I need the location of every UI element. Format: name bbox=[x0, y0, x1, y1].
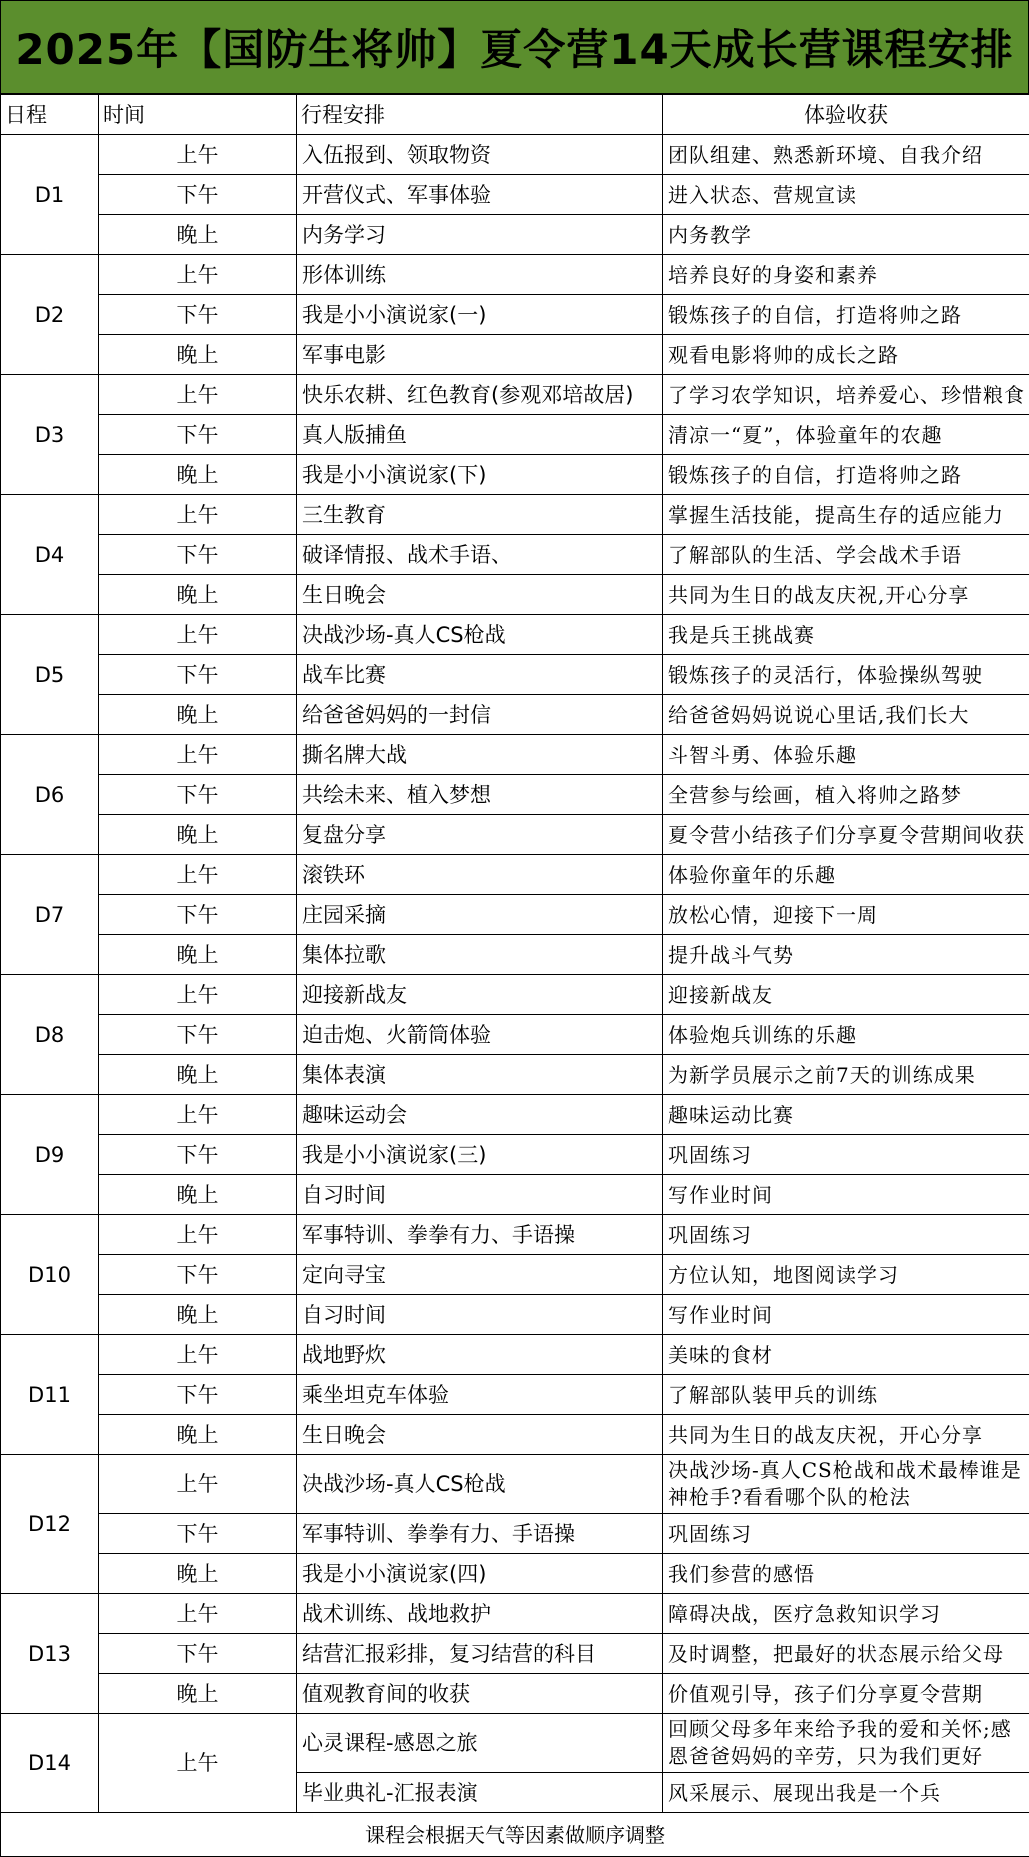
day-cell: D6 bbox=[1, 735, 99, 855]
time-cell: 下午 bbox=[99, 1015, 297, 1055]
time-cell: 上午 bbox=[99, 495, 297, 535]
time-cell: 下午 bbox=[99, 1135, 297, 1175]
time-cell: 上午 bbox=[99, 1335, 297, 1375]
table-row bbox=[1, 1415, 1029, 1455]
table-row bbox=[1, 1335, 1029, 1375]
table-row bbox=[1, 1674, 1029, 1714]
day-cell: D1 bbox=[1, 135, 99, 255]
gain-cell: 障碍决战，医疗急救知识学习 bbox=[663, 1594, 1029, 1634]
gain-cell: 清凉一“夏”，体验童年的农趣 bbox=[663, 415, 1029, 455]
table-row bbox=[1, 695, 1029, 735]
table-row bbox=[1, 1714, 1029, 1773]
activity-cell: 三生教育 bbox=[297, 495, 663, 535]
activity-cell: 决战沙场-真人CS枪战 bbox=[297, 1455, 663, 1514]
time-cell: 晚上 bbox=[99, 1055, 297, 1095]
gain-cell: 写作业时间 bbox=[663, 1295, 1029, 1335]
gain-cell: 巩固练习 bbox=[663, 1135, 1029, 1175]
activity-cell: 集体拉歌 bbox=[297, 935, 663, 975]
table-row bbox=[1, 575, 1029, 615]
activity-cell: 迎接新战友 bbox=[297, 975, 663, 1015]
day-cell: D9 bbox=[1, 1095, 99, 1215]
activity-cell: 生日晚会 bbox=[297, 575, 663, 615]
gain-cell: 掌握生活技能，提高生存的适应能力 bbox=[663, 495, 1029, 535]
gain-cell: 给爸爸妈妈说说心里话,我们长大 bbox=[663, 695, 1029, 735]
activity-cell: 心灵课程-感恩之旅 bbox=[297, 1714, 663, 1773]
time-cell: 晚上 bbox=[99, 455, 297, 495]
table-row bbox=[1, 615, 1029, 655]
activity-cell: 复盘分享 bbox=[297, 815, 663, 855]
activity-cell: 战术训练、战地救护 bbox=[297, 1594, 663, 1634]
table-row bbox=[1, 655, 1029, 695]
activity-cell: 值观教育间的收获 bbox=[297, 1674, 663, 1714]
footer-note: 课程会根据天气等因素做顺序调整 bbox=[1, 1813, 1029, 1857]
activity-cell: 滚铁环 bbox=[297, 855, 663, 895]
table-row bbox=[1, 1295, 1029, 1335]
table-row bbox=[1, 1375, 1029, 1415]
gain-cell: 方位认知，地图阅读学习 bbox=[663, 1255, 1029, 1295]
activity-cell: 我是小小演说家(一) bbox=[297, 295, 663, 335]
day-cell: D14 bbox=[1, 1714, 99, 1813]
time-cell: 下午 bbox=[99, 1634, 297, 1674]
gain-cell: 体验炮兵训练的乐趣 bbox=[663, 1015, 1029, 1055]
day-cell: D7 bbox=[1, 855, 99, 975]
activity-cell: 我是小小演说家(四) bbox=[297, 1554, 663, 1594]
table-row bbox=[1, 775, 1029, 815]
gain-cell: 放松心情，迎接下一周 bbox=[663, 895, 1029, 935]
day-cell: D10 bbox=[1, 1215, 99, 1335]
gain-cell: 了解部队的生活、学会战术手语 bbox=[663, 535, 1029, 575]
time-cell: 上午 bbox=[99, 735, 297, 775]
gain-cell: 共同为生日的战友庆祝，开心分享 bbox=[663, 1415, 1029, 1455]
time-cell: 晚上 bbox=[99, 935, 297, 975]
time-cell: 下午 bbox=[99, 1514, 297, 1554]
table-row bbox=[1, 1015, 1029, 1055]
gain-cell: 全营参与绘画，植入将帅之路梦 bbox=[663, 775, 1029, 815]
page-title: 2025年【国防生将帅】夏令营14天成长营课程安排 bbox=[0, 0, 1029, 94]
time-cell: 晚上 bbox=[99, 575, 297, 615]
time-cell: 晚上 bbox=[99, 695, 297, 735]
activity-cell: 快乐农耕、红色教育(参观邓培故居) bbox=[297, 375, 663, 415]
table-row bbox=[1, 295, 1029, 335]
activity-cell: 军事特训、拳拳有力、手语操 bbox=[297, 1514, 663, 1554]
time-cell: 上午 bbox=[99, 975, 297, 1015]
time-cell: 上午 bbox=[99, 1455, 297, 1514]
table-row bbox=[1, 975, 1029, 1015]
time-cell: 上午 bbox=[99, 375, 297, 415]
activity-cell: 自习时间 bbox=[297, 1175, 663, 1215]
table-row bbox=[1, 1554, 1029, 1594]
table-row bbox=[1, 735, 1029, 775]
gain-cell: 提升战斗气势 bbox=[663, 935, 1029, 975]
time-cell: 晚上 bbox=[99, 335, 297, 375]
gain-cell: 观看电影将帅的成长之路 bbox=[663, 335, 1029, 375]
activity-cell: 给爸爸妈妈的一封信 bbox=[297, 695, 663, 735]
table-row bbox=[1, 215, 1029, 255]
activity-cell: 乘坐坦克车体验 bbox=[297, 1375, 663, 1415]
activity-cell: 迫击炮、火箭筒体验 bbox=[297, 1015, 663, 1055]
time-cell: 晚上 bbox=[99, 815, 297, 855]
table-row bbox=[1, 1255, 1029, 1295]
time-cell: 上午 bbox=[99, 1215, 297, 1255]
activity-cell: 内务学习 bbox=[297, 215, 663, 255]
day-cell: D5 bbox=[1, 615, 99, 735]
table-row bbox=[1, 255, 1029, 295]
table-row bbox=[1, 335, 1029, 375]
activity-cell: 军事特训、拳拳有力、手语操 bbox=[297, 1215, 663, 1255]
time-cell: 下午 bbox=[99, 1255, 297, 1295]
activity-cell: 破译情报、战术手语、 bbox=[297, 535, 663, 575]
table-row bbox=[1, 815, 1029, 855]
gain-cell: 巩固练习 bbox=[663, 1215, 1029, 1255]
gain-cell: 夏令营小结孩子们分享夏令营期间收获 bbox=[663, 815, 1029, 855]
footer-row bbox=[1, 1813, 1029, 1857]
activity-cell: 趣味运动会 bbox=[297, 1095, 663, 1135]
gain-cell: 风采展示、展现出我是一个兵 bbox=[663, 1773, 1029, 1813]
table-row bbox=[1, 1175, 1029, 1215]
activity-cell: 自习时间 bbox=[297, 1295, 663, 1335]
day-cell: D2 bbox=[1, 255, 99, 375]
day-cell: D3 bbox=[1, 375, 99, 495]
time-cell: 上午 bbox=[99, 1095, 297, 1135]
activity-cell: 我是小小演说家(三) bbox=[297, 1135, 663, 1175]
schedule-body bbox=[1, 95, 1029, 1857]
time-cell: 上午 bbox=[99, 855, 297, 895]
gain-cell: 巩固练习 bbox=[663, 1514, 1029, 1554]
gain-cell: 培养良好的身姿和素养 bbox=[663, 255, 1029, 295]
table-row bbox=[1, 1215, 1029, 1255]
gain-cell: 共同为生日的战友庆祝,开心分享 bbox=[663, 575, 1029, 615]
table-row bbox=[1, 1594, 1029, 1634]
table-row bbox=[1, 175, 1029, 215]
header-day: 日程 bbox=[1, 95, 99, 135]
schedule-table bbox=[0, 94, 1029, 1857]
activity-cell: 毕业典礼-汇报表演 bbox=[297, 1773, 663, 1813]
table-row bbox=[1, 895, 1029, 935]
table-row bbox=[1, 1634, 1029, 1674]
table-row bbox=[1, 1055, 1029, 1095]
table-row bbox=[1, 935, 1029, 975]
activity-cell: 庄园采摘 bbox=[297, 895, 663, 935]
time-cell: 晚上 bbox=[99, 1554, 297, 1594]
header-activity: 行程安排 bbox=[297, 95, 663, 135]
activity-cell: 形体训练 bbox=[297, 255, 663, 295]
gain-cell: 体验你童年的乐趣 bbox=[663, 855, 1029, 895]
table-row bbox=[1, 855, 1029, 895]
table-row bbox=[1, 1135, 1029, 1175]
header-time: 时间 bbox=[99, 95, 297, 135]
table-row bbox=[1, 375, 1029, 415]
day-cell: D13 bbox=[1, 1594, 99, 1714]
time-cell: 晚上 bbox=[99, 1295, 297, 1335]
gain-cell: 锻炼孩子的灵活行，体验操纵驾驶 bbox=[663, 655, 1029, 695]
time-cell: 下午 bbox=[99, 895, 297, 935]
time-cell: 上午 bbox=[99, 1594, 297, 1634]
header-row bbox=[1, 95, 1029, 135]
time-cell: 下午 bbox=[99, 295, 297, 335]
time-cell: 上午 bbox=[99, 615, 297, 655]
day-cell: D11 bbox=[1, 1335, 99, 1455]
time-cell: 上午 bbox=[99, 135, 297, 175]
day-cell: D4 bbox=[1, 495, 99, 615]
table-row bbox=[1, 455, 1029, 495]
gain-cell: 我们参营的感悟 bbox=[663, 1554, 1029, 1594]
time-cell: 下午 bbox=[99, 535, 297, 575]
gain-cell: 迎接新战友 bbox=[663, 975, 1029, 1015]
gain-cell: 锻炼孩子的自信，打造将帅之路 bbox=[663, 295, 1029, 335]
gain-cell: 了学习农学知识，培养爱心、珍惜粮食 bbox=[663, 375, 1029, 415]
time-cell: 下午 bbox=[99, 655, 297, 695]
activity-cell: 真人版捕鱼 bbox=[297, 415, 663, 455]
table-row bbox=[1, 1095, 1029, 1135]
time-cell: 晚上 bbox=[99, 215, 297, 255]
gain-cell: 内务教学 bbox=[663, 215, 1029, 255]
time-cell: 晚上 bbox=[99, 1674, 297, 1714]
time-cell: 下午 bbox=[99, 775, 297, 815]
activity-cell: 生日晚会 bbox=[297, 1415, 663, 1455]
gain-cell: 美味的食材 bbox=[663, 1335, 1029, 1375]
gain-cell: 锻炼孩子的自信，打造将帅之路 bbox=[663, 455, 1029, 495]
time-cell: 下午 bbox=[99, 1375, 297, 1415]
table-row bbox=[1, 495, 1029, 535]
gain-cell: 了解部队装甲兵的训练 bbox=[663, 1375, 1029, 1415]
time-cell: 晚上 bbox=[99, 1175, 297, 1215]
activity-cell: 决战沙场-真人CS枪战 bbox=[297, 615, 663, 655]
activity-cell: 入伍报到、领取物资 bbox=[297, 135, 663, 175]
time-cell: 晚上 bbox=[99, 1415, 297, 1455]
gain-cell: 决战沙场-真人CS枪战和战术最棒谁是神枪手?看看哪个队的枪法 bbox=[663, 1455, 1029, 1514]
gain-cell: 我是兵王挑战赛 bbox=[663, 615, 1029, 655]
table-row bbox=[1, 535, 1029, 575]
gain-cell: 价值观引导，孩子们分享夏令营期 bbox=[663, 1674, 1029, 1714]
header-gain: 体验收获 bbox=[663, 95, 1029, 135]
gain-cell: 进入状态、营规宣读 bbox=[663, 175, 1029, 215]
gain-cell: 回顾父母多年来给予我的爱和关怀;感恩爸爸妈妈的辛劳，只为我们更好 bbox=[663, 1714, 1029, 1773]
activity-cell: 撕名牌大战 bbox=[297, 735, 663, 775]
day-cell: D12 bbox=[1, 1455, 99, 1594]
gain-cell: 团队组建、熟悉新环境、自我介绍 bbox=[663, 135, 1029, 175]
activity-cell: 我是小小演说家(下) bbox=[297, 455, 663, 495]
activity-cell: 定向寻宝 bbox=[297, 1255, 663, 1295]
gain-cell: 趣味运动比赛 bbox=[663, 1095, 1029, 1135]
gain-cell: 及时调整，把最好的状态展示给父母 bbox=[663, 1634, 1029, 1674]
gain-cell: 斗智斗勇、体验乐趣 bbox=[663, 735, 1029, 775]
table-row bbox=[1, 1455, 1029, 1514]
activity-cell: 战车比赛 bbox=[297, 655, 663, 695]
activity-cell: 开营仪式、军事体验 bbox=[297, 175, 663, 215]
activity-cell: 结营汇报彩排，复习结营的科目 bbox=[297, 1634, 663, 1674]
activity-cell: 共绘未来、植入梦想 bbox=[297, 775, 663, 815]
time-cell: 下午 bbox=[99, 175, 297, 215]
table-row bbox=[1, 415, 1029, 455]
time-cell: 上午 bbox=[99, 1714, 297, 1813]
activity-cell: 战地野炊 bbox=[297, 1335, 663, 1375]
activity-cell: 军事电影 bbox=[297, 335, 663, 375]
activity-cell: 集体表演 bbox=[297, 1055, 663, 1095]
day-cell: D8 bbox=[1, 975, 99, 1095]
table-row bbox=[1, 135, 1029, 175]
table-row bbox=[1, 1514, 1029, 1554]
gain-cell: 为新学员展示之前7天的训练成果 bbox=[663, 1055, 1029, 1095]
time-cell: 上午 bbox=[99, 255, 297, 295]
gain-cell: 写作业时间 bbox=[663, 1175, 1029, 1215]
time-cell: 下午 bbox=[99, 415, 297, 455]
